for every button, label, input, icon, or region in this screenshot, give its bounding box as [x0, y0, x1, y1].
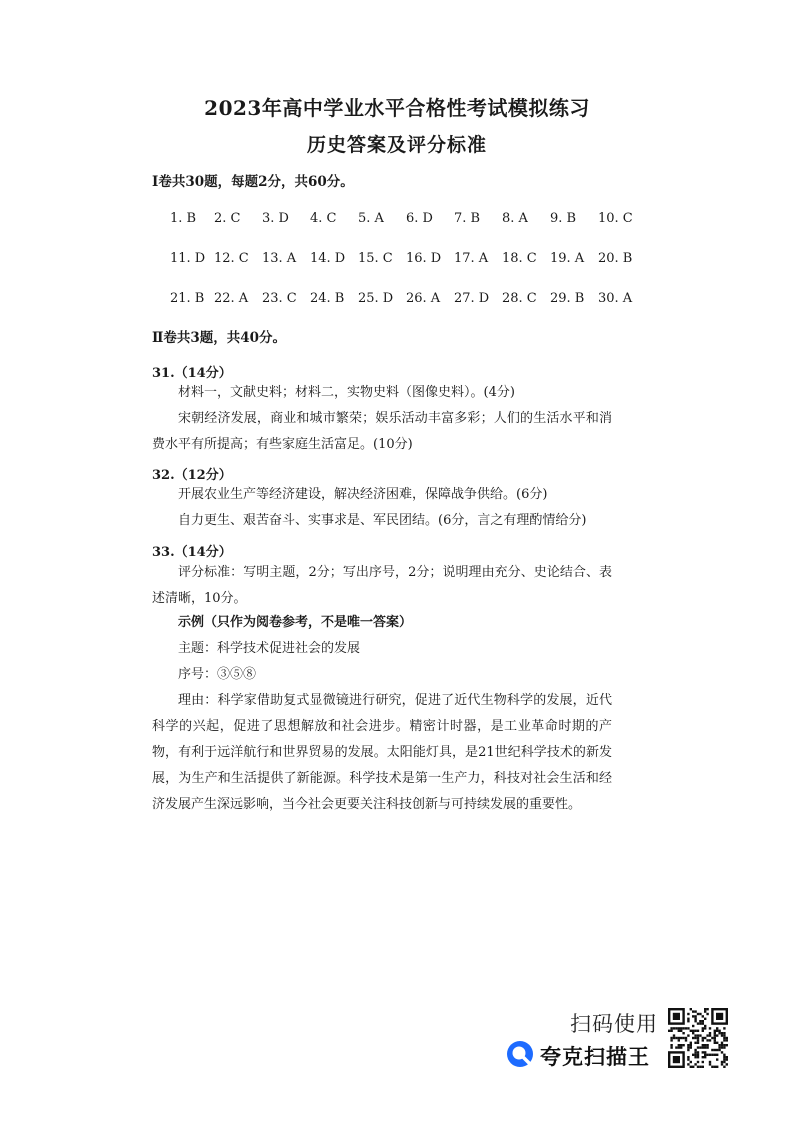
answer-item: 12. C	[214, 251, 249, 266]
answer-item: 27. D	[454, 291, 490, 306]
question-33-theme: 主题：科学技术促进社会的发展	[178, 641, 361, 656]
question-32-header: 32.（12分）	[152, 468, 232, 483]
answer-row	[170, 291, 640, 311]
answer-item: 15. C	[358, 251, 393, 266]
answer-item: 4. C	[310, 211, 337, 226]
answer-item: 5. A	[358, 211, 384, 226]
part2-header: Ⅱ卷共3题，共40分。	[152, 330, 287, 346]
document-subtitle: 历史答案及评分标准	[306, 134, 487, 156]
answer-item: 8. A	[502, 211, 528, 226]
answer-item: 20. B	[598, 251, 633, 266]
answer-item: 25. D	[358, 291, 394, 306]
part1-header: Ⅰ卷共30题，每题2分，共60分。	[152, 174, 354, 190]
answer-item: 10. C	[598, 211, 633, 226]
answer-item: 21. B	[170, 291, 205, 306]
answer-item: 7. B	[454, 211, 481, 226]
answer-item: 13. A	[262, 251, 297, 266]
answer-item: 30. A	[598, 291, 633, 306]
answer-item: 28. C	[502, 291, 537, 306]
quark-logo-icon	[506, 1040, 534, 1068]
question-33-header: 33.（14分）	[152, 545, 232, 560]
answer-item: 1. B	[170, 211, 197, 226]
question-31-header: 31.（14分）	[152, 366, 232, 381]
answer-item: 3. D	[262, 211, 289, 226]
answer-item: 14. D	[310, 251, 346, 266]
answer-item: 6. D	[406, 211, 433, 226]
document-title: 2023年高中学业水平合格性考试模拟练习	[204, 96, 590, 120]
answer-item: 24. B	[310, 291, 345, 306]
question-31-answer-1: 材料一，文献史料；材料二，实物史料（图像史料）。(4分)	[178, 385, 515, 400]
question-31-answer-2: 宋朝经济发展，商业和城市繁荣；娱乐活动丰富多彩；人们的生活水平和消费水平有所提高；有些家庭生活富足。(10分)	[152, 411, 612, 452]
brand-name: 夸克扫描王	[540, 1045, 650, 1069]
answer-item: 23. C	[262, 291, 297, 306]
answer-item: 26. A	[406, 291, 441, 306]
answer-item: 11. D	[170, 251, 206, 266]
answer-item: 18. C	[502, 251, 537, 266]
question-33-sequence: 序号：③⑤⑧	[178, 667, 257, 682]
answer-row	[170, 211, 640, 231]
answer-item: 19. A	[550, 251, 585, 266]
question-32-answer-2: 自力更生、艰苦奋斗、实事求是、军民团结。(6分，言之有理酌情给分)	[178, 513, 587, 528]
question-32-answer-1: 开展农业生产等经济建设，解决经济困难，保障战争供给。(6分)	[178, 487, 548, 502]
scanner-watermark	[500, 1000, 740, 1080]
answer-item: 17. A	[454, 251, 489, 266]
scan-to-use-label: 扫码使用	[570, 1012, 658, 1036]
question-33-reason: 理由：科学家借助复式显微镜进行研究，促进了近代生物科学的发展，近代科学的兴起，促进了思想解放和社会进步。精密计时器，是工业革命时期的产物，有利于远洋航行和世界贸易的发展。太阳能灯具，是21世纪科学技术的新发展，为生产和生活提供了新能源。科学技术是第一生产力，科技对社会生活和经济发展产生深远影响，当今社会更要关注科技创新与可持续发展的重要性。	[152, 693, 612, 812]
question-33-example-note: 示例（只作为阅卷参考，不是唯一答案）	[178, 615, 413, 630]
answer-item: 9. B	[550, 211, 577, 226]
answer-item: 2. C	[214, 211, 241, 226]
answer-item: 22. A	[214, 291, 249, 306]
answer-item: 16. D	[406, 251, 442, 266]
question-33-scoring: 评分标准：写明主题，2分；写出序号，2分；说明理由充分、史论结合、表述清晰，10分。	[152, 565, 612, 606]
qr-code-icon[interactable]	[668, 1008, 728, 1068]
answer-row	[170, 251, 640, 271]
answer-item: 29. B	[550, 291, 585, 306]
